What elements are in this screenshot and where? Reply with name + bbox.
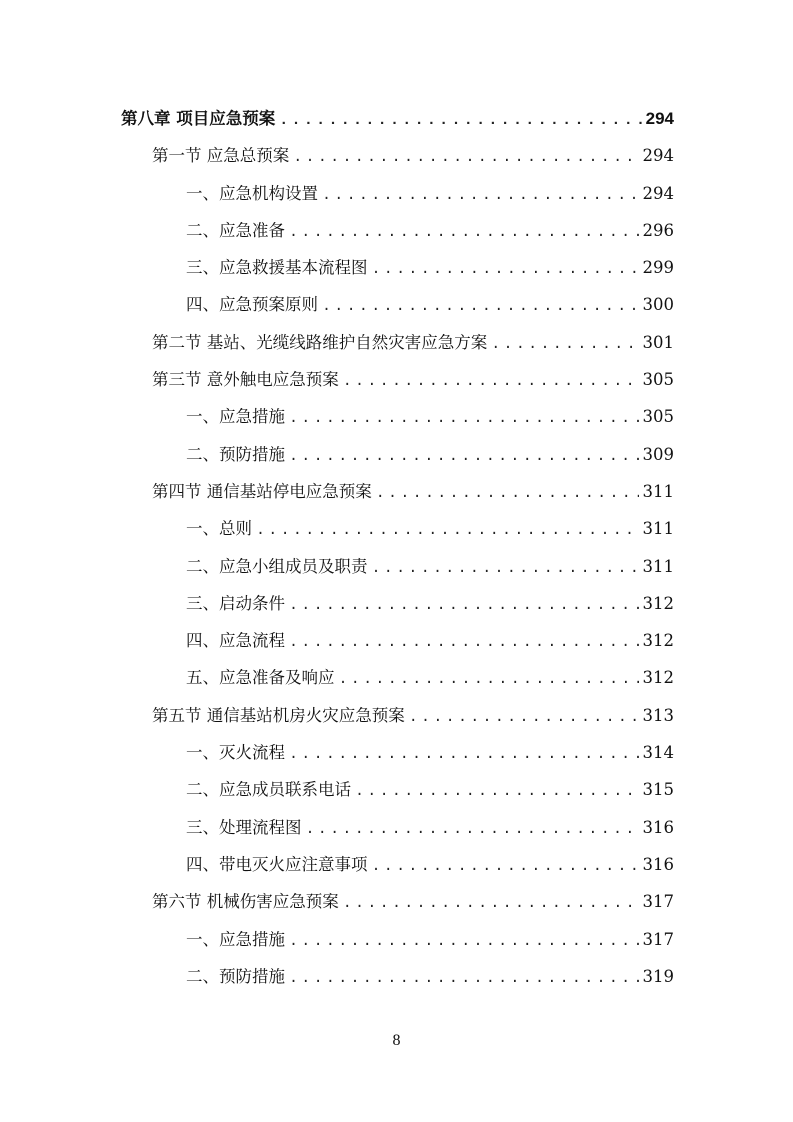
toc-entry-label: 二、应急小组成员及职责: [186, 556, 368, 576]
toc-leader-dots: [355, 773, 639, 810]
toc-entry[interactable]: [0, 771, 793, 808]
toc-entry-page: 319: [642, 966, 674, 986]
toc-entry-page: 312: [642, 668, 674, 688]
toc-entry-page: 309: [642, 444, 674, 464]
toc-leader-dots: [289, 923, 639, 960]
toc-entry[interactable]: [0, 212, 793, 249]
toc-entry[interactable]: [0, 622, 793, 659]
toc-entry[interactable]: [0, 137, 793, 174]
toc-entry-page: 299: [642, 258, 674, 278]
toc-entry-label: 第二节 基站、光缆线路维护自然灾害应急方案: [152, 332, 488, 352]
toc-entry[interactable]: [0, 548, 793, 585]
toc-leader-dots: [372, 848, 639, 885]
table-of-contents: [0, 100, 793, 995]
toc-entry-page: 314: [642, 743, 674, 763]
toc-entry-page: 316: [642, 817, 674, 837]
toc-entry[interactable]: [0, 697, 793, 734]
toc-entry-page: 317: [642, 929, 674, 949]
toc-entry-page: 316: [642, 854, 674, 874]
toc-leader-dots: [293, 139, 638, 176]
toc-leader-dots: [289, 624, 639, 661]
toc-entry-label: 第八章 项目应急预案: [121, 109, 276, 128]
toc-leader-dots: [322, 288, 639, 325]
toc-leader-dots: [279, 102, 641, 139]
toc-entry-page: 301: [642, 332, 674, 352]
toc-leader-dots: [289, 587, 639, 624]
toc-entry-page: 294: [645, 109, 674, 128]
toc-entry[interactable]: [0, 958, 793, 995]
toc-entry-label: 一、应急措施: [186, 407, 285, 427]
toc-entry[interactable]: [0, 249, 793, 286]
toc-entry-page: 300: [642, 295, 674, 315]
toc-entry[interactable]: [0, 286, 793, 323]
toc-entry-label: 二、应急成员联系电话: [186, 780, 351, 800]
toc-entry-page: 305: [642, 370, 674, 390]
toc-entry-page: 311: [642, 481, 674, 501]
toc-leader-dots: [339, 661, 639, 698]
toc-entry[interactable]: [0, 921, 793, 958]
toc-entry-page: 296: [642, 220, 674, 240]
toc-entry[interactable]: [0, 436, 793, 473]
toc-entry-page: 315: [642, 780, 674, 800]
toc-entry-label: 四、带电灭火应注意事项: [186, 854, 368, 874]
toc-leader-dots: [256, 512, 639, 549]
toc-entry-label: 五、应急准备及响应: [186, 668, 335, 688]
toc-leader-dots: [289, 736, 639, 773]
toc-entry-label: 第一节 应急总预案: [152, 146, 290, 166]
toc-leader-dots: [491, 326, 638, 363]
toc-entry-label: 三、应急救援基本流程图: [186, 258, 368, 278]
toc-leader-dots: [289, 400, 639, 437]
toc-entry[interactable]: [0, 175, 793, 212]
toc-entry[interactable]: [0, 510, 793, 547]
toc-entry-label: 第五节 通信基站机房火灾应急预案: [152, 705, 405, 725]
toc-entry-label: 二、应急准备: [186, 220, 285, 240]
toc-leader-dots: [409, 699, 639, 736]
toc-entry-page: 317: [642, 892, 674, 912]
toc-entry-page: 294: [642, 146, 674, 166]
toc-leader-dots: [322, 177, 639, 214]
toc-entry-page: 305: [642, 407, 674, 427]
toc-entry-label: 四、应急流程: [186, 631, 285, 651]
toc-entry-label: 三、处理流程图: [186, 817, 302, 837]
toc-leader-dots: [372, 251, 639, 288]
toc-entry-label: 一、总则: [186, 519, 252, 539]
toc-entry[interactable]: [0, 734, 793, 771]
toc-entry[interactable]: [0, 398, 793, 435]
toc-entry-page: 311: [642, 556, 674, 576]
toc-entry-label: 第三节 意外触电应急预案: [152, 370, 339, 390]
toc-entry[interactable]: [0, 585, 793, 622]
toc-entry[interactable]: [0, 659, 793, 696]
toc-entry[interactable]: [0, 100, 793, 137]
toc-entry-page: 312: [642, 631, 674, 651]
toc-entry[interactable]: [0, 361, 793, 398]
toc-entry[interactable]: [0, 473, 793, 510]
toc-entry[interactable]: [0, 846, 793, 883]
toc-entry-page: 312: [642, 593, 674, 613]
toc-leader-dots: [306, 811, 639, 848]
toc-leader-dots: [289, 438, 639, 475]
toc-leader-dots: [376, 475, 639, 512]
toc-entry-label: 二、预防措施: [186, 444, 285, 464]
toc-entry-label: 一、应急措施: [186, 929, 285, 949]
toc-entry-label: 一、应急机构设置: [186, 183, 318, 203]
toc-entry-label: 三、启动条件: [186, 593, 285, 613]
page-number: 8: [392, 1032, 401, 1049]
toc-entry-page: 313: [642, 705, 674, 725]
toc-entry-page: 294: [642, 183, 674, 203]
toc-leader-dots: [289, 214, 639, 251]
toc-entry-page: 311: [642, 519, 674, 539]
toc-leader-dots: [289, 960, 639, 997]
toc-leader-dots: [343, 363, 639, 400]
toc-entry-label: 四、应急预案原则: [186, 295, 318, 315]
toc-leader-dots: [372, 550, 639, 587]
toc-leader-dots: [343, 885, 639, 922]
toc-entry[interactable]: [0, 324, 793, 361]
toc-entry-label: 第六节 机械伤害应急预案: [152, 892, 339, 912]
toc-entry[interactable]: [0, 809, 793, 846]
toc-entry-label: 第四节 通信基站停电应急预案: [152, 481, 372, 501]
toc-entry-label: 一、灭火流程: [186, 743, 285, 763]
toc-entry[interactable]: [0, 883, 793, 920]
toc-entry-label: 二、预防措施: [186, 966, 285, 986]
